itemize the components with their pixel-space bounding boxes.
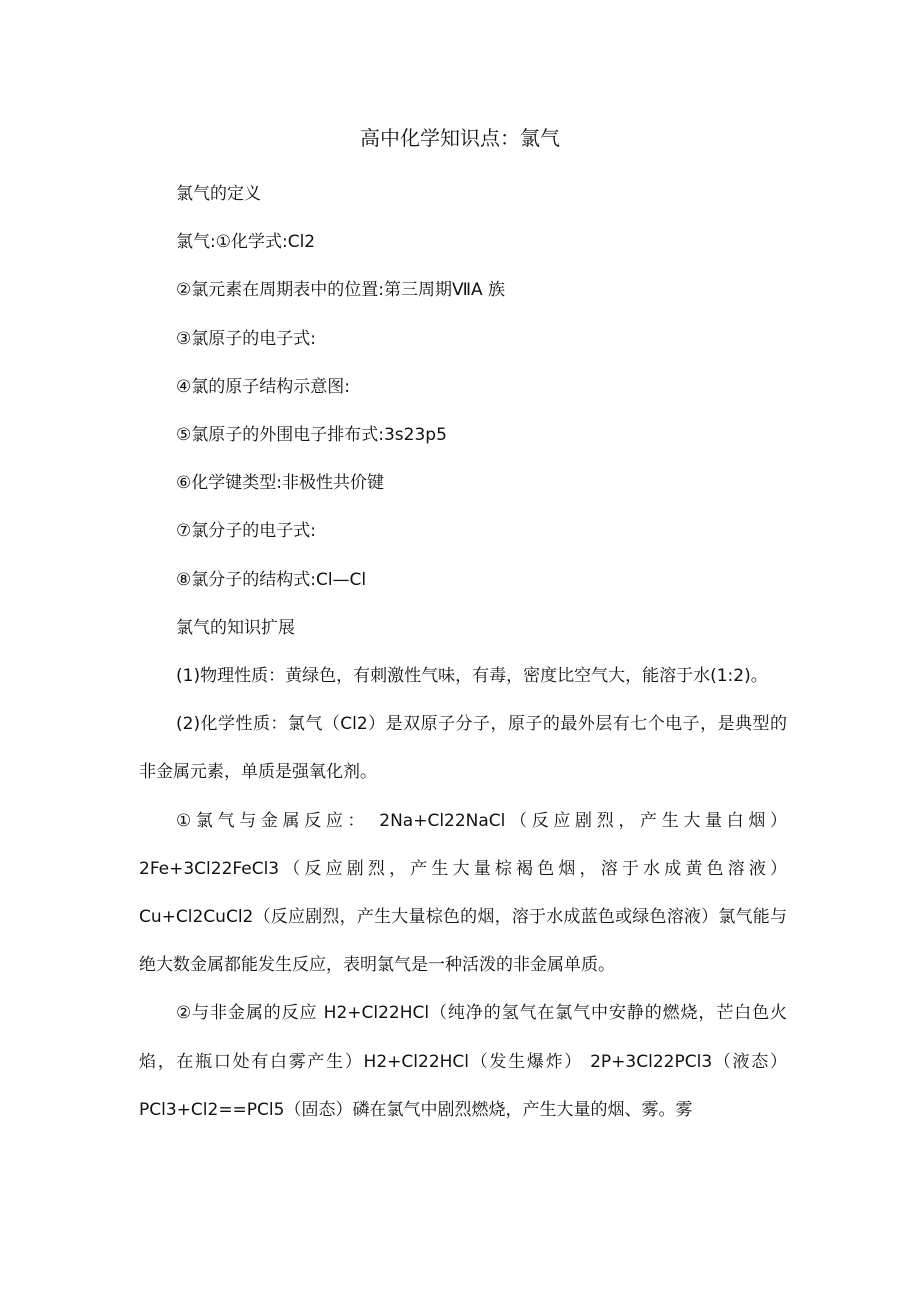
paragraph-chemical-properties: (2)化学性质：氯气（Cl2）是双原子分子，原子的最外层有七个电子，是典型的非金属元素，单质是强氧化剂。 [139, 714, 787, 783]
paragraph-physical-properties: (1)物理性质：黄绿色，有刺激性气味，有毒，密度比空气大，能溶于水(1:2)。 [176, 666, 768, 687]
text-line: ⑥化学键类型:非极性共价键 [176, 473, 384, 494]
document-body [139, 170, 787, 1134]
text-line: ⑤氯原子的外围电子排布式:3s23p5 [176, 425, 447, 446]
text-line: 氯气的定义 [176, 184, 261, 204]
text-line: 氯气的知识扩展 [176, 617, 295, 638]
text-line: ②氯元素在周期表中的位置:第三周期ⅦA 族 [176, 280, 506, 301]
paragraph-nonmetal-reactions: ②与非金属的反应 H2+Cl22HCl（纯净的氢气在氯气中安静的燃烧，芒白色火焰，在瓶口处有白雾产生）H2+Cl22HCl（发生爆炸） 2P+3Cl22PCl3（液态） PCl3+Cl2==PCl5（固态）磷在氯气中剧烈燃烧，产生大量的烟、雾。雾 [139, 1003, 787, 1120]
document-title: 高中化学知识点：氯气 [360, 126, 560, 150]
text-line: ④氯的原子结构示意图: [176, 376, 350, 397]
paragraph-metal-reactions: ①氯气与金属反应： 2Na+Cl22NaCl（反应剧烈，产生大量白烟）2Fe+3Cl22FeCl3（反应剧烈，产生大量棕褐色烟，溶于水成黄色溶液）Cu+Cl2CuCl2（反应剧烈，产生大量棕色的烟，溶于水成蓝色或绿色溶液）氯气能与绝大数金属都能发生反应，表明氯气是一种活泼的非金属单质。 [139, 810, 787, 976]
text-line: ⑧氯分子的结构式:Cl—Cl [176, 569, 367, 590]
text-line: 氯气:①化学式:Cl2 [176, 232, 316, 253]
text-line: ⑦氯分子的电子式: [176, 521, 316, 542]
text-line: ③氯原子的电子式: [176, 328, 316, 349]
